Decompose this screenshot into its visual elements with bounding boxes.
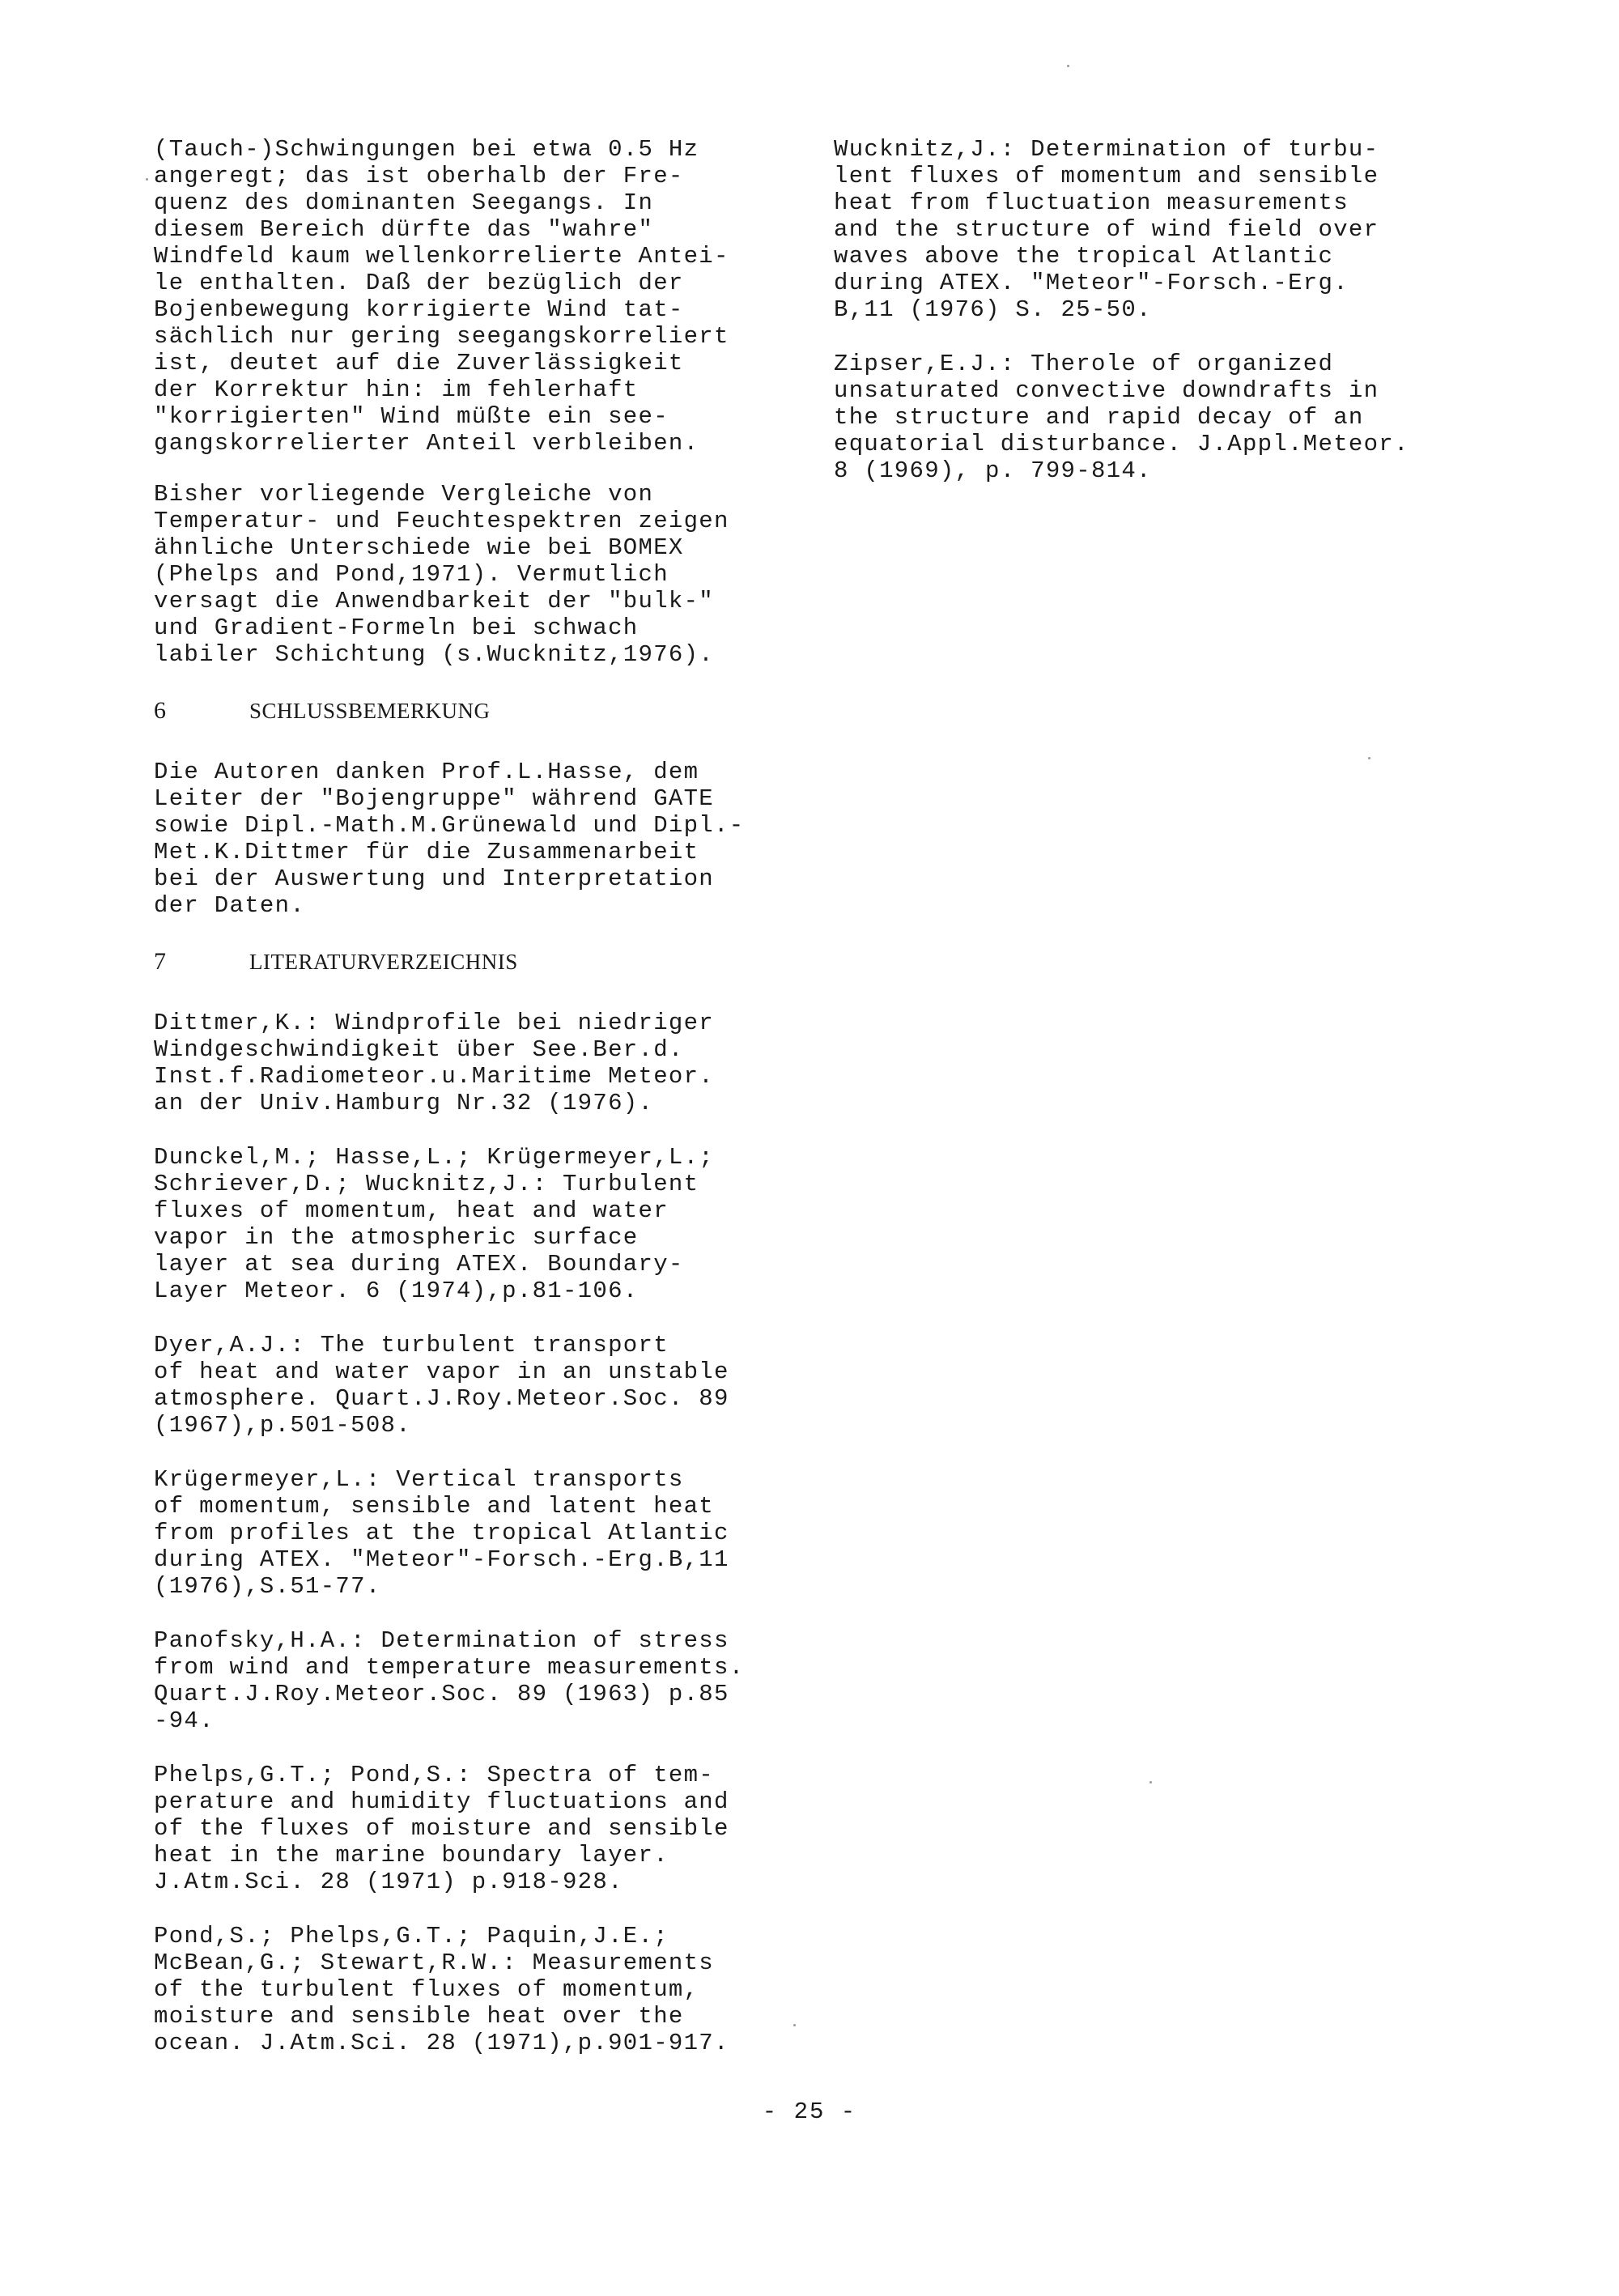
text-line: from wind and temperature measurements. bbox=[154, 1654, 745, 1681]
text-line: of momentum, sensible and latent heat bbox=[154, 1493, 715, 1520]
section-heading-7 bbox=[154, 948, 818, 976]
text-line: an der Univ.Hamburg Nr.32 (1976). bbox=[154, 1090, 654, 1116]
section-number: 6 bbox=[154, 697, 167, 724]
text-line: during ATEX. "Meteor"-Forsch.-Erg. bbox=[834, 270, 1349, 296]
comparison-paragraph bbox=[154, 481, 818, 668]
text-line: (Tauch-)Schwingungen bei etwa 0.5 Hz bbox=[154, 136, 699, 163]
text-line: Pond,S.; Phelps,G.T.; Paquin,J.E.; bbox=[154, 1923, 669, 1949]
text-line: Die Autoren danken Prof.L.Hasse, dem bbox=[154, 759, 699, 785]
text-line: diesem Bereich dürfte das "wahre" bbox=[154, 216, 654, 243]
text-line: Phelps,G.T.; Pond,S.: Spectra of tem- bbox=[154, 1762, 715, 1788]
text-line: J.Atm.Sci. 28 (1971) p.918-928. bbox=[154, 1869, 623, 1895]
scan-speck bbox=[146, 178, 148, 181]
text-line: Dyer,A.J.: The turbulent transport bbox=[154, 1332, 669, 1358]
text-line: der Korrektur hin: im fehlerhaft bbox=[154, 376, 639, 403]
text-line: Dunckel,M.; Hasse,L.; Krügermeyer,L.; bbox=[154, 1144, 715, 1171]
text-line: und Gradient-Formeln bei schwach bbox=[154, 614, 639, 641]
reference-entry bbox=[834, 351, 1473, 484]
page-number: - 25 - bbox=[762, 2098, 857, 2125]
text-line: Quart.J.Roy.Meteor.Soc. 89 (1963) p.85 bbox=[154, 1681, 729, 1707]
reference-entry bbox=[154, 1627, 818, 1734]
text-line: waves above the tropical Atlantic bbox=[834, 243, 1334, 270]
text-line: lent fluxes of momentum and sensible bbox=[834, 163, 1379, 189]
section-title: SCHLUSSBEMERKUNG bbox=[249, 699, 491, 723]
text-line: Krügermeyer,L.: Vertical transports bbox=[154, 1466, 684, 1493]
text-line: of heat and water vapor in an unstable bbox=[154, 1358, 729, 1385]
text-line: Temperatur- und Feuchtespektren zeigen bbox=[154, 508, 729, 534]
text-line: le enthalten. Daß der bezüglich der bbox=[154, 270, 684, 296]
text-line: gangskorrelierter Anteil verbleiben. bbox=[154, 430, 699, 457]
text-line: Panofsky,H.A.: Determination of stress bbox=[154, 1627, 729, 1654]
text-line: versagt die Anwendbarkeit der "bulk-" bbox=[154, 588, 715, 614]
text-line: vapor in the atmospheric surface bbox=[154, 1224, 639, 1251]
scan-speck bbox=[1149, 1781, 1152, 1784]
text-line: Bojenbewegung korrigierte Wind tat- bbox=[154, 296, 684, 323]
text-line: ist, deutet auf die Zuverlässigkeit bbox=[154, 350, 684, 376]
text-line: ocean. J.Atm.Sci. 28 (1971),p.901-917. bbox=[154, 2030, 729, 2056]
text-line: Wucknitz,J.: Determination of turbu- bbox=[834, 136, 1379, 163]
text-line: Windfeld kaum wellenkorrelierte Antei- bbox=[154, 243, 729, 270]
section-title: LITERATURVERZEICHNIS bbox=[249, 950, 518, 974]
text-line: angeregt; das ist oberhalb der Fre- bbox=[154, 163, 684, 189]
intro-paragraph bbox=[154, 136, 818, 457]
text-line: Windgeschwindigkeit über See.Ber.d. bbox=[154, 1036, 684, 1063]
reference-entry bbox=[154, 1010, 818, 1116]
text-line: fluxes of momentum, heat and water bbox=[154, 1197, 669, 1224]
text-line: Layer Meteor. 6 (1974),p.81-106. bbox=[154, 1278, 639, 1304]
text-line: labiler Schichtung (s.Wucknitz,1976). bbox=[154, 641, 715, 668]
text-line: bei der Auswertung und Interpretation bbox=[154, 865, 715, 892]
text-line: McBean,G.; Stewart,R.W.: Measurements bbox=[154, 1949, 715, 1976]
text-line: sächlich nur gering seegangskorreliert bbox=[154, 323, 729, 350]
reference-entry bbox=[154, 1144, 818, 1304]
left-column bbox=[154, 136, 818, 2084]
text-line: (Phelps and Pond,1971). Vermutlich bbox=[154, 561, 669, 588]
text-line: equatorial disturbance. J.Appl.Meteor. bbox=[834, 431, 1409, 457]
reference-entry bbox=[834, 136, 1473, 323]
text-line: quenz des dominanten Seegangs. In bbox=[154, 189, 654, 216]
text-line: of the turbulent fluxes of momentum, bbox=[154, 1976, 699, 2003]
section-number: 7 bbox=[154, 948, 167, 975]
text-line: (1967),p.501-508. bbox=[154, 1412, 411, 1439]
text-line: heat in the marine boundary layer. bbox=[154, 1842, 669, 1869]
text-line: unsaturated convective downdrafts in bbox=[834, 377, 1379, 404]
text-line: Zipser,E.J.: Therole of organized bbox=[834, 351, 1334, 377]
text-line: during ATEX. "Meteor"-Forsch.-Erg.B,11 bbox=[154, 1546, 729, 1573]
reference-entry bbox=[154, 1923, 818, 2056]
text-line: perature and humidity fluctuations and bbox=[154, 1788, 729, 1815]
text-line: Dittmer,K.: Windprofile bei niedriger bbox=[154, 1010, 715, 1036]
text-line: ähnliche Unterschiede wie bei BOMEX bbox=[154, 534, 684, 561]
text-line: atmosphere. Quart.J.Roy.Meteor.Soc. 89 bbox=[154, 1385, 729, 1412]
scan-speck bbox=[1067, 65, 1069, 67]
scan-speck bbox=[793, 2024, 796, 2026]
text-line: from profiles at the tropical Atlantic bbox=[154, 1520, 729, 1546]
text-line: the structure and rapid decay of an bbox=[834, 404, 1364, 431]
text-line: Leiter der "Bojengruppe" während GATE bbox=[154, 785, 715, 812]
text-line: B,11 (1976) S. 25-50. bbox=[834, 296, 1152, 323]
text-line: and the structure of wind field over bbox=[834, 216, 1379, 243]
text-line: Bisher vorliegende Vergleiche von bbox=[154, 481, 654, 508]
text-line: of the fluxes of moisture and sensible bbox=[154, 1815, 729, 1842]
text-line: Inst.f.Radiometeor.u.Maritime Meteor. bbox=[154, 1063, 715, 1090]
text-line: sowie Dipl.-Math.M.Grünewald und Dipl.- bbox=[154, 812, 745, 839]
text-line: Schriever,D.; Wucknitz,J.: Turbulent bbox=[154, 1171, 699, 1197]
text-line: der Daten. bbox=[154, 892, 306, 919]
reference-entry bbox=[154, 1332, 818, 1439]
text-line: Met.K.Dittmer für die Zusammenarbeit bbox=[154, 839, 699, 865]
right-column bbox=[834, 136, 1473, 512]
text-line: "korrigierten" Wind müßte ein see- bbox=[154, 403, 669, 430]
scan-speck bbox=[1368, 757, 1370, 759]
text-line: layer at sea during ATEX. Boundary- bbox=[154, 1251, 684, 1278]
reference-entry bbox=[154, 1466, 818, 1600]
text-line: 8 (1969), p. 799-814. bbox=[834, 457, 1152, 484]
acknowledgement-paragraph bbox=[154, 759, 818, 919]
text-line: moisture and sensible heat over the bbox=[154, 2003, 684, 2030]
text-line: -94. bbox=[154, 1707, 215, 1734]
reference-entry bbox=[154, 1762, 818, 1895]
text-line: (1976),S.51-77. bbox=[154, 1573, 381, 1600]
text-line: heat from fluctuation measurements bbox=[834, 189, 1349, 216]
section-heading-6 bbox=[154, 697, 818, 725]
